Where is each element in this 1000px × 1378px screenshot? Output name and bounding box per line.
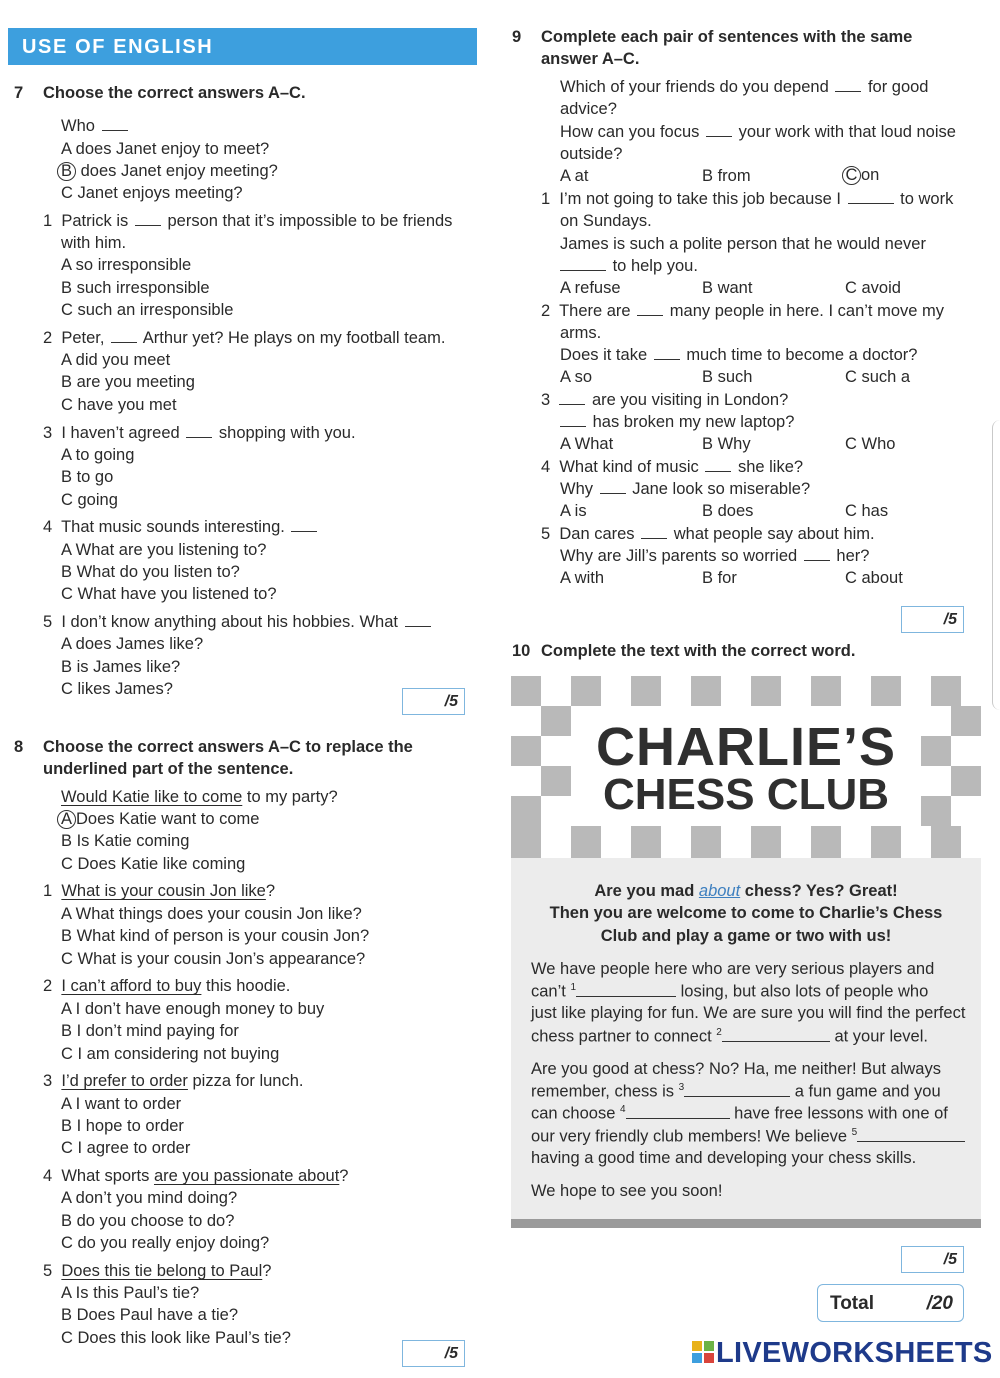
ex8-q3-stem: 3 I’d prefer to order pizza for lunch. — [43, 1072, 304, 1090]
ex8-q4-option-c[interactable]: C do you really enjoy doing? — [61, 1234, 270, 1252]
ex8-q4-option-a[interactable]: A don’t you mind doing? — [61, 1189, 238, 1207]
ex8-example-option-a-selected[interactable]: A Does Katie want to come — [57, 810, 259, 829]
ex10-heading: Complete the text with the correct word. — [541, 642, 856, 660]
ex9-q4-line2: Why Jane look so miserable? — [560, 480, 811, 498]
ex9-q3-line1: 3 are you visiting in London? — [541, 391, 789, 409]
liveworksheets-logo-icon — [692, 1338, 714, 1360]
ex7-q2-option-b[interactable]: B are you meeting — [61, 373, 195, 391]
ex9-q5-line2: Why are Jill’s parents so worried her? — [560, 547, 870, 565]
ex8-example-option-b[interactable]: B Is Katie coming — [61, 832, 190, 850]
ex7-example-option-a[interactable]: A does Janet enjoy to meet? — [61, 140, 270, 158]
ex7-q1-option-b[interactable]: B such irresponsible — [61, 279, 210, 297]
circled-answer-mark: C — [842, 166, 861, 185]
ex7-q3-stem: 3 I haven’t agreed shopping with you. — [43, 424, 356, 442]
ex8-q1-stem: 1 What is your cousin Jon like? — [43, 882, 276, 900]
ex9-q5-option-c[interactable]: C about — [845, 569, 903, 587]
ex9-example-line4: outside? — [560, 145, 623, 163]
ex9-q5-option-a[interactable]: A with — [560, 569, 605, 587]
ex8-q2-option-b[interactable]: B I don’t mind paying for — [61, 1022, 239, 1040]
ex7-q3-option-b[interactable]: B to go — [61, 468, 114, 486]
ex7-q3-option-a[interactable]: A to going — [61, 446, 135, 464]
ex9-score-box: /5 — [901, 606, 964, 633]
ex9-example-line1: Which of your friends do you depend for good — [560, 78, 929, 96]
ex9-q5-line1: 5 Dan cares what people say about him. — [541, 525, 875, 543]
ex9-q3-line2: has broken my new laptop? — [560, 413, 794, 432]
flyer-intro-line1: Are you mad about chess? Yes? Great! — [594, 882, 898, 900]
ex9-example-option-c-selected[interactable]: C on — [842, 166, 879, 185]
gap-4-input[interactable] — [626, 1105, 730, 1119]
ex9-example-option-a[interactable]: A at — [560, 167, 589, 185]
ex9-q4-line1: 4 What kind of music she like? — [541, 458, 804, 476]
ex9-q2-option-b[interactable]: B such — [702, 368, 753, 386]
flyer-title-line2: CHESS CLUB — [602, 770, 890, 819]
flyer-intro-line2: Then you are welcome to come to Charlie’s Chess — [549, 904, 943, 922]
ex9-q2-line1: 2 There are many people in here. I can’t move my — [541, 302, 945, 320]
ex8-heading-line1: Choose the correct answers A–C to replace the — [43, 738, 413, 756]
ex8-heading-line2: underlined part of the sentence. — [43, 760, 294, 778]
ex7-q5-option-a[interactable]: A does James like? — [61, 635, 204, 653]
ex7-q5-option-b[interactable]: B is James like? — [61, 658, 181, 676]
flyer-p1-line4: chess partner to connect $^2$ at your level. — [531, 1027, 928, 1046]
ex8-q4-option-b[interactable]: B do you choose to do? — [61, 1212, 235, 1230]
ex8-q2-stem: 2 I can’t afford to buy this hoodie. — [43, 977, 291, 995]
ex9-q3-option-b[interactable]: B Why — [702, 435, 751, 453]
ex8-q1-option-a[interactable]: A What things does your cousin Jon like? — [61, 905, 362, 923]
gap-2-input[interactable] — [722, 1028, 830, 1042]
ex9-q1-option-a[interactable]: A refuse — [560, 279, 621, 297]
ex9-number: 9 — [512, 28, 522, 46]
ex7-q1-stem: 1 Patrick is person that it’s impossible to be friends — [43, 212, 453, 230]
ex9-q1-option-b[interactable]: B want — [702, 279, 753, 297]
ex9-q2-option-a[interactable]: A so — [560, 368, 593, 386]
flyer-title-line1: CHARLIE’S — [595, 717, 896, 777]
ex9-q3-option-a[interactable]: A What — [560, 435, 614, 453]
ex7-q4-option-b[interactable]: B What do you listen to? — [61, 563, 240, 581]
ex8-q1-option-b[interactable]: B What kind of person is your cousin Jon? — [61, 927, 370, 945]
ex10-number: 10 — [512, 642, 531, 660]
banner-title: USE OF ENGLISH — [22, 36, 214, 58]
ex8-q5-option-c[interactable]: C Does this look like Paul’s tie? — [61, 1329, 291, 1347]
ex7-example-option-b-selected[interactable]: B does Janet enjoy meeting? — [57, 162, 278, 181]
ex9-q4-option-a[interactable]: A is — [560, 502, 587, 520]
ex8-q3-option-b[interactable]: B I hope to order — [61, 1117, 184, 1135]
ex7-score-box: /5 — [402, 688, 465, 715]
ex9-q1-line4: to help you. — [560, 257, 698, 276]
ex8-example-option-c[interactable]: C Does Katie like coming — [61, 855, 246, 873]
ex8-q3-option-c[interactable]: C I agree to order — [61, 1139, 191, 1157]
gap-3-input[interactable] — [684, 1083, 790, 1097]
flyer-header — [511, 676, 981, 858]
ex7-q2-option-c[interactable]: C have you met — [61, 396, 177, 414]
ex8-score-box: /5 — [402, 1340, 465, 1367]
flyer-p2-line4: our very friendly club members! We believe $^5$ — [531, 1127, 965, 1147]
ex9-q1-line3: James is such a polite person that he would never — [560, 235, 926, 253]
ex9-q5-option-b[interactable]: B for — [702, 569, 737, 587]
ex7-example-stem: Who — [61, 117, 130, 136]
flyer-p1-line3: just like playing for fun. We are sure you will find the perfect — [531, 1004, 966, 1022]
ex8-q5-option-a[interactable]: A Is this Paul’s tie? — [61, 1284, 200, 1302]
ex8-q1-option-c[interactable]: C What is your cousin Jon’s appearance? — [61, 950, 366, 968]
ex8-q3-option-a[interactable]: A I want to order — [61, 1095, 182, 1113]
ex7-q3-option-c[interactable]: C going — [61, 491, 118, 509]
scrollbar[interactable] — [992, 420, 1000, 710]
example-answer: about — [698, 882, 741, 900]
ex8-q5-stem: 5 Does this tie belong to Paul? — [43, 1262, 272, 1280]
flyer-p2-line3: can choose $^4$ have free lessons with one of — [531, 1104, 948, 1123]
ex8-q4-stem: 4 What sports are you passionate about? — [43, 1167, 349, 1185]
section-banner — [8, 28, 477, 65]
ex9-q2-line3: Does it take much time to become a doctor? — [560, 346, 918, 364]
ex9-example-line2: advice? — [560, 100, 617, 118]
ex9-q1-line1: 1 I’m not going to take this job because I to work — [541, 190, 954, 208]
ex7-q1-option-a[interactable]: A so irresponsible — [61, 256, 192, 274]
flyer-closing: We hope to see you soon! — [531, 1182, 723, 1200]
ex9-q3-option-c[interactable]: C Who — [845, 435, 896, 453]
ex9-q2-line2: arms. — [560, 324, 602, 342]
ex8-example-stem: Would Katie like to come to my party? — [61, 788, 338, 806]
ex7-q4-stem: 4 That music sounds interesting. — [43, 518, 319, 537]
flyer-p1-line1: We have people here who are very serious players and — [531, 960, 935, 978]
flyer-p1-line2: can’t $^1$ losing, but also lots of people who — [531, 982, 929, 1001]
ex7-number: 7 — [14, 84, 24, 102]
ex9-q4-option-c[interactable]: C has — [845, 502, 889, 520]
gap-5-input[interactable] — [857, 1128, 965, 1142]
ex7-q2-stem: 2 Peter, Arthur yet? He plays on my football team. — [43, 329, 446, 347]
ex9-heading-line1: Complete each pair of sentences with the same — [541, 28, 913, 46]
circled-answer-mark: B — [57, 162, 76, 181]
ex8-q5-option-b[interactable]: B Does Paul have a tie? — [61, 1306, 239, 1324]
ex9-q4-option-b[interactable]: B does — [702, 502, 754, 520]
flyer-intro-line3: Club and play a game or two with us! — [600, 927, 892, 945]
flyer-p2-line1: Are you good at chess? No? Ha, me neither! But always — [531, 1060, 941, 1078]
flyer-p2-line5: having a good time and developing your chess skills. — [531, 1149, 917, 1167]
ex7-example-option-c[interactable]: C Janet enjoys meeting? — [61, 184, 243, 202]
total-score: /20 — [926, 1293, 953, 1314]
gap-1-input[interactable] — [576, 983, 676, 997]
chess-club-flyer — [511, 676, 981, 1228]
ex9-q1-option-c[interactable]: C avoid — [845, 279, 901, 297]
ex9-example-option-b[interactable]: B from — [702, 167, 751, 185]
ex9-example-line3: How can you focus your work with that loud noise — [560, 123, 956, 141]
ex7-heading: Choose the correct answers A–C. — [43, 84, 306, 102]
ex7-q1-stem-line2: with him. — [61, 234, 127, 252]
flyer-p2-line2: remember, chess is $^3$ a fun game and you — [531, 1082, 941, 1101]
ex8-q2-option-c[interactable]: C I am considering not buying — [61, 1045, 280, 1063]
ex9-q2-option-c[interactable]: C such a — [845, 368, 911, 386]
ex7-q4-option-c[interactable]: C What have you listened to? — [61, 585, 277, 603]
total-label: Total — [830, 1293, 874, 1314]
circled-answer-mark: A — [57, 810, 76, 829]
ex9-heading-line2: answer A–C. — [541, 50, 640, 68]
ex8-number: 8 — [14, 738, 24, 756]
ex9-q1-line2: on Sundays. — [560, 212, 652, 230]
flyer-bottom-bar — [511, 1219, 981, 1228]
ex7-q5-stem: 5 I don’t know anything about his hobbies. What — [43, 613, 433, 632]
ex7-q1-option-c[interactable]: C such an irresponsible — [61, 301, 234, 319]
brand-logo — [692, 1337, 993, 1370]
total-score-box — [817, 1284, 964, 1322]
brand-name: LIVEWORKSHEETS — [716, 1337, 993, 1369]
ex8-q2-option-a[interactable]: A I don’t have enough money to buy — [61, 1000, 325, 1018]
ex7-q4-option-a[interactable]: A What are you listening to? — [61, 541, 267, 559]
ex7-q2-option-a[interactable]: A did you meet — [61, 351, 171, 369]
ex7-q5-option-c[interactable]: C likes James? — [61, 680, 173, 698]
ex10-score-box: /5 — [901, 1246, 964, 1273]
